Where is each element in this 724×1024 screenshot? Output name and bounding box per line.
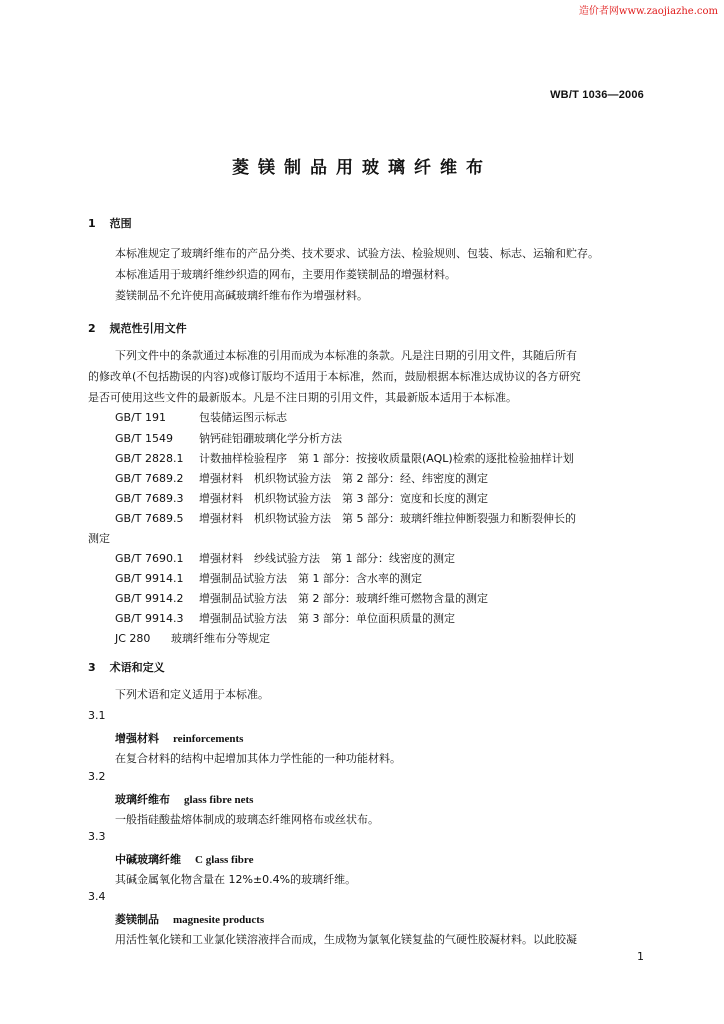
reference-item <box>115 430 342 446</box>
term-definition: 其碱金属氧化物含量在 12%±0.4%的玻璃纤维。 <box>115 873 357 886</box>
term-cn: 玻璃纤维布 <box>115 793 170 806</box>
term-heading <box>115 911 264 927</box>
reference-code: GB/T 7689.5 <box>115 512 184 525</box>
term-en: C glass fibre <box>195 854 254 866</box>
reference-code: GB/T 9914.2 <box>115 592 184 605</box>
reference-title: 计数抽样检验程序 第 1 部分：按接收质量限(AQL)检索的逐批检验抽样计划 <box>199 452 574 465</box>
terms-intro: 下列术语和定义适用于本标准。 <box>115 688 269 701</box>
reference-item-continuation <box>88 530 110 546</box>
section-number: 3 <box>88 661 96 674</box>
term-definition: 一般指硅酸盐熔体制成的玻璃态纤维网格布或丝状布。 <box>115 813 379 826</box>
scope-paragraph: 本标准适用于玻璃纤维纱织造的网布，主要用作菱镁制品的增强材料。 <box>115 268 456 281</box>
reference-code: GB/T 191 <box>115 411 166 424</box>
reference-title: 测定 <box>88 532 110 545</box>
reference-title: 增强材料 机织物试验方法 第 5 部分：玻璃纤维拉伸断裂强力和断裂伸长的 <box>199 512 576 525</box>
reference-title: 增强制品试验方法 第 2 部分：玻璃纤维可燃物含量的测定 <box>199 592 488 605</box>
term-en: magnesite products <box>173 914 265 926</box>
term-cn: 中碱玻璃纤维 <box>115 853 181 866</box>
reference-code: GB/T 9914.1 <box>115 572 184 585</box>
reference-title: 钠钙硅铝硼玻璃化学分析方法 <box>199 432 342 445</box>
reference-item <box>115 590 488 606</box>
reference-code: GB/T 2828.1 <box>115 452 184 465</box>
term-heading <box>115 851 253 867</box>
reference-item <box>115 409 287 425</box>
section-2-heading <box>88 320 187 336</box>
reference-item <box>115 510 576 526</box>
scope-paragraph: 菱镁制品不允许使用高碱玻璃纤维布作为增强材料。 <box>115 289 368 302</box>
references-intro-line: 下列文件中的条款通过本标准的引用而成为本标准的条款。凡是注日期的引用文件，其随后所有 <box>115 349 577 362</box>
section-title: 范围 <box>109 217 132 230</box>
term-number: 3.1 <box>88 709 106 722</box>
reference-item <box>115 470 488 486</box>
term-number: 3.3 <box>88 830 106 843</box>
term-en: glass fibre nets <box>184 794 254 806</box>
watermark: 造价者网www.zaojiazhe.com <box>578 6 718 17</box>
document-title: 菱镁制品用玻璃纤维布 <box>232 158 492 178</box>
reference-item <box>115 610 455 626</box>
reference-item <box>115 490 488 506</box>
reference-code: GB/T 7690.1 <box>115 552 184 565</box>
standard-code: WB/T 1036—2006 <box>550 89 644 101</box>
reference-title: 包装储运图示标志 <box>199 411 287 424</box>
term-number: 3.4 <box>88 890 106 903</box>
reference-title: 增强制品试验方法 第 3 部分：单位面积质量的测定 <box>199 612 455 625</box>
term-heading <box>115 730 243 746</box>
section-number: 2 <box>88 322 96 335</box>
section-title: 规范性引用文件 <box>109 322 187 335</box>
term-cn: 增强材料 <box>115 732 159 745</box>
reference-title: 增强材料 纱线试验方法 第 1 部分：线密度的测定 <box>199 552 455 565</box>
section-title: 术语和定义 <box>109 661 165 674</box>
reference-item <box>115 450 574 466</box>
reference-title: 增强材料 机织物试验方法 第 2 部分：经、纬密度的测定 <box>199 472 488 485</box>
scope-paragraph: 本标准规定了玻璃纤维布的产品分类、技术要求、试验方法、检验规则、包装、标志、运输和贮存。 <box>115 247 599 260</box>
reference-code: GB/T 1549 <box>115 432 173 445</box>
reference-code: GB/T 7689.3 <box>115 492 184 505</box>
term-heading <box>115 791 253 807</box>
section-1-heading <box>88 215 132 231</box>
reference-code: GB/T 7689.2 <box>115 472 184 485</box>
page-number: 1 <box>637 950 644 963</box>
reference-item <box>115 550 455 566</box>
term-number: 3.2 <box>88 770 106 783</box>
reference-title: 增强制品试验方法 第 1 部分：含水率的测定 <box>199 572 422 585</box>
section-number: 1 <box>88 217 96 230</box>
reference-title: 增强材料 机织物试验方法 第 3 部分：宽度和长度的测定 <box>199 492 488 505</box>
term-en: reinforcements <box>173 733 244 745</box>
reference-title: 玻璃纤维布分等规定 <box>171 632 270 645</box>
reference-item <box>115 630 270 646</box>
reference-code: GB/T 9914.3 <box>115 612 184 625</box>
references-intro-line: 的修改单(不包括勘误的内容)或修订版均不适用于本标准，然而，鼓励根据本标准达成协议的各方研究 <box>88 370 581 383</box>
reference-code: JC 280 <box>115 632 151 645</box>
section-3-heading <box>88 659 165 675</box>
term-definition: 用活性氧化镁和工业氯化镁溶液拌合而成，生成物为氯氧化镁复盐的气硬性胶凝材料。以此胶凝 <box>115 933 577 946</box>
reference-item <box>115 570 422 586</box>
references-intro-line: 是否可使用这些文件的最新版本。凡是不注日期的引用文件，其最新版本适用于本标准。 <box>88 391 517 404</box>
term-cn: 菱镁制品 <box>115 913 159 926</box>
term-definition: 在复合材料的结构中起增加其体力学性能的一种功能材料。 <box>115 752 401 765</box>
